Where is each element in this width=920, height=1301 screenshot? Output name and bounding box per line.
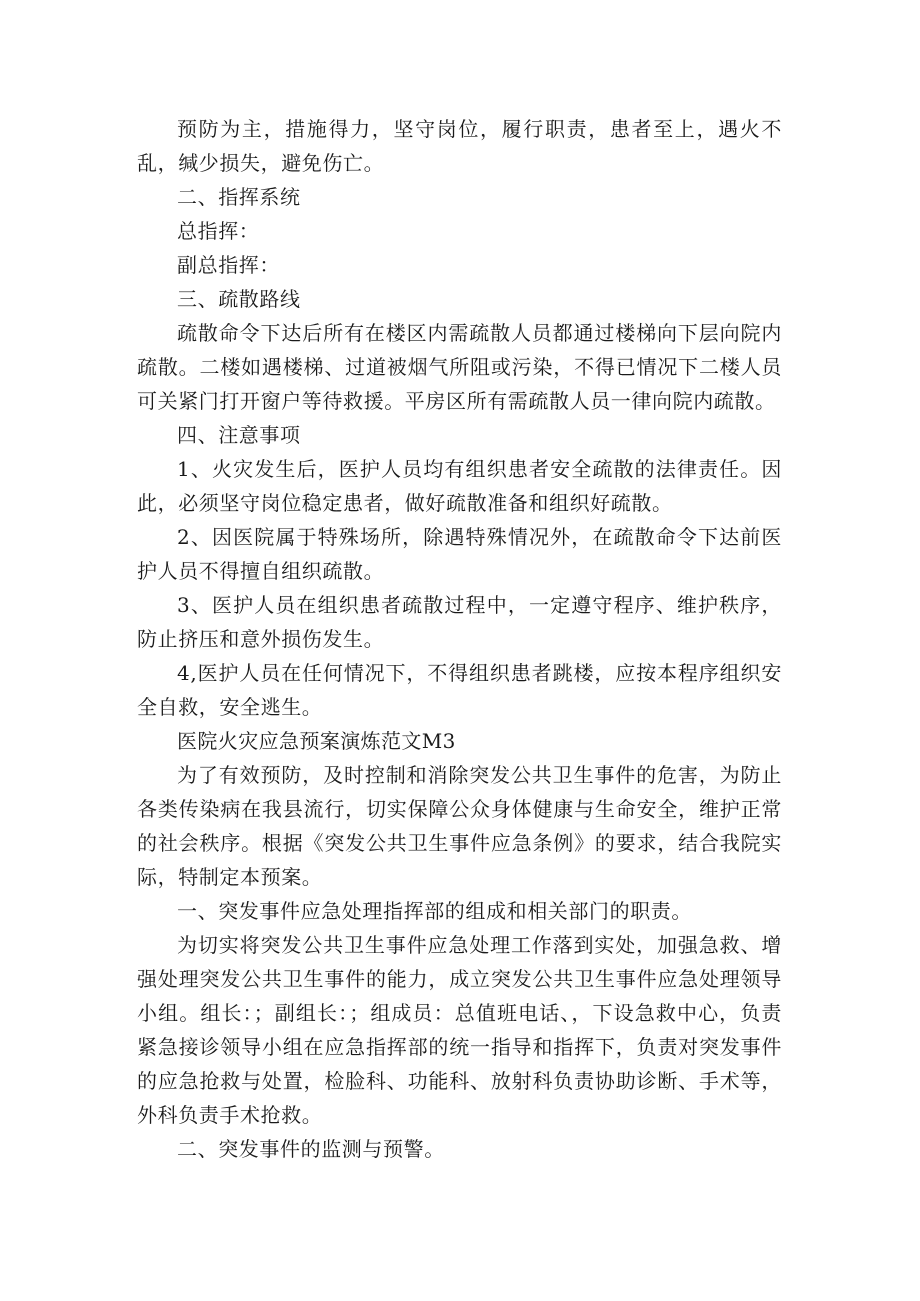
- paragraph-note-3: 3、医护人员在组织患者疏散过程中，一定遵守程序、维护秩序，防止挤压和意外损伤发生。: [137, 593, 782, 651]
- paragraph-principles: 预防为主，措施得力，坚守岗位，履行职责，患者至上，遇火不乱，缄少损失，避免伤亡。: [137, 117, 782, 175]
- section-heading-command-structure: 一、突发事件应急处理指挥部的组成和相关部门的职责。: [177, 899, 692, 923]
- document-subtitle: 医院火灾应急预案演炼范文M3: [177, 729, 456, 753]
- paragraph-leadership-group: 为切实将突发公共卫生事件应急处理工作落到实处，加强急救、增强处理突发公共卫生事件的能力，成立突发公共卫生事件应急处理领导小组。组长：；副组长：；组成员：总值班电话、，下设急救中心，负责紧急接诊领导小组在应急指挥部的统一指导和指挥下，负责对突发事件的应急抢救与处置，检脸科、功能科、放射科负责协助诊断、手术等，外科负责手术抢救。: [137, 933, 782, 1127]
- paragraph-note-4: 4,医护人员在任何情况下，不得组织患者跳楼，应按本程序组织安全自救，安全逃生。: [137, 661, 782, 719]
- paragraph-note-1: 1、火灾发生后，医护人员均有组织患者安全疏散的法律责任。因此，必须坚守岗位稳定患者，做好疏散准备和组织好疏散。: [137, 457, 782, 515]
- section-heading-evacuation-route: 三、疏散路线: [177, 287, 301, 311]
- section-heading-command-system: 二、指挥系统: [177, 185, 301, 209]
- paragraph-note-2: 2、因医院属于特殊场所，除遇特殊情况外，在疏散命令下达前医护人员不得擅自组织疏散。: [137, 525, 782, 583]
- section-heading-notes: 四、注意事项: [177, 423, 301, 447]
- paragraph-evacuation-route: 疏散命令下达后所有在楼区内需疏散人员都通过楼梯向下层向院内疏散。二楼如遇楼梯、过道被烟气所阻或污染，不得已情况下二楼人员可关紧门打开窗户等待救援。平房区所有需疏散人员一律向院内疏散。: [137, 321, 782, 413]
- section-heading-monitoring: 二、突发事件的监测与预警。: [177, 1137, 445, 1161]
- document-body: [137, 112, 782, 1166]
- paragraph-plan-intro: 为了有效预防，及时控制和消除突发公共卫生事件的危害，为防止各类传染病在我县流行，切实保障公众身体健康与生命安全，维护正常的社会秩序。根据《突发公共卫生事件应急条例》的要求，结合我院实际，特制定本预案。: [137, 763, 782, 889]
- label-chief-commander: 总指挥：: [177, 219, 260, 243]
- label-deputy-commander: 副总指挥：: [177, 253, 280, 277]
